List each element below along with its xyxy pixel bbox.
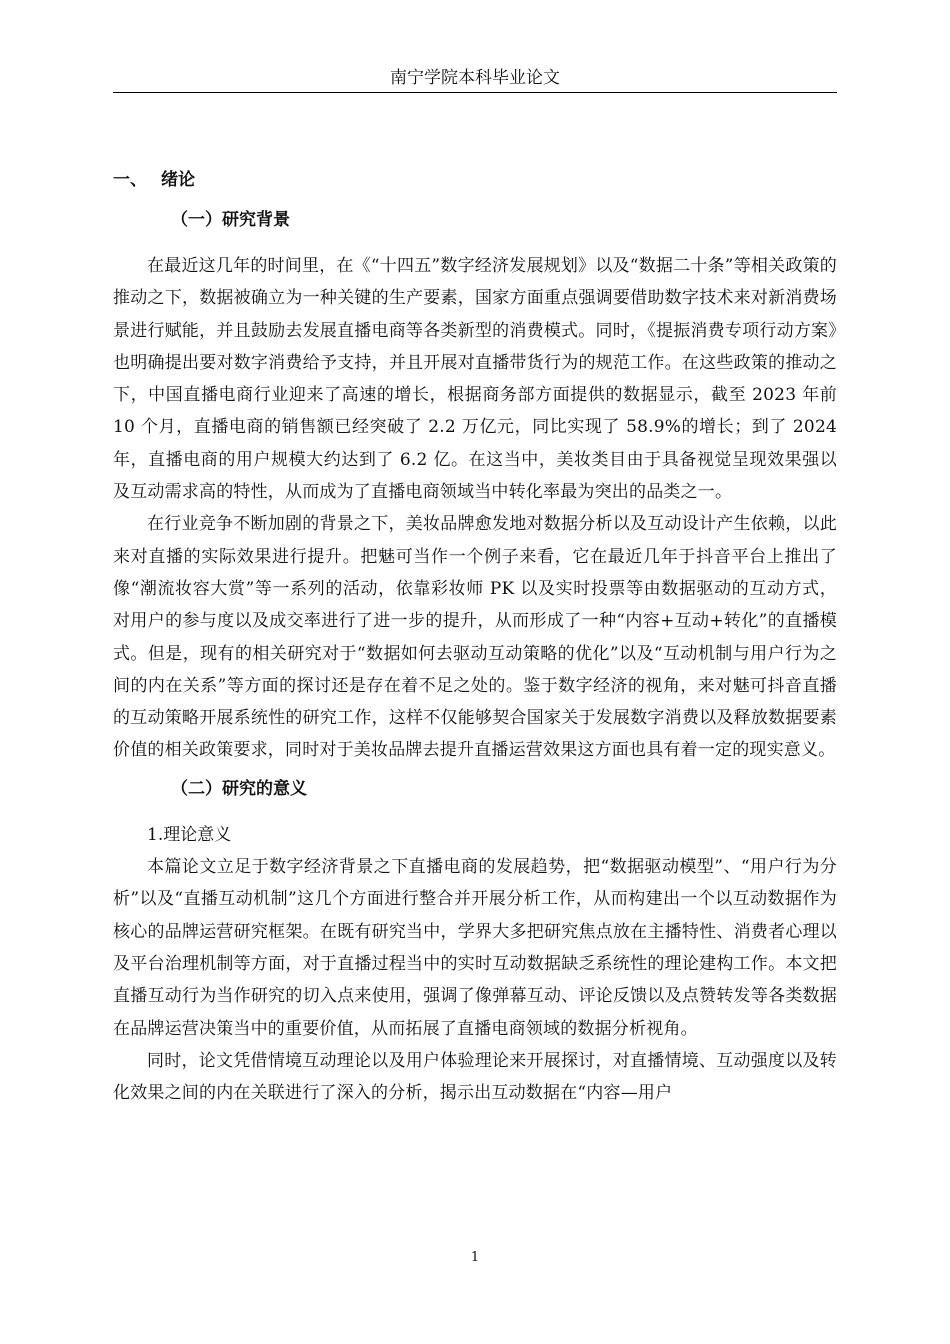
chapter-title: 绪论 [161,170,195,190]
paragraph: 同时，论文凭借情境互动理论以及用户体验理论来开展探讨，对直播情境、互动强度以及转化效果之间的内在关联进行了深入的分析，揭示出互动数据在“内容—用户 [113,1050,837,1104]
paragraph: 本篇论文立足于数字经济背景之下直播电商的发展趋势，把“数据驱动模型”、“用户行为分析”以及“直播互动机制”这几个方面进行整合并开展分析工作，从而构建出一个以互动数据作为核心的品牌运营研究框架。在既有研究当中，学界大多把研究焦点放在主播特性、消费者心理以及平台治理机制等方面，对于直播过程当中的实时互动数据缺乏系统性的理论建构工作。本文把直播互动行为当作研究的切入点来使用，强调了像弹幕互动、评论反馈以及点赞转发等各类数据在品牌运营决策当中的重要价值，从而拓展了直播电商领域的数据分析视角。 [113,857,837,1039]
page-number: 1 [470,1250,480,1265]
document-body [113,166,837,1109]
section-heading-background: （一）研究背景 [171,210,290,230]
paragraph: 在行业竞争不断加剧的背景之下，美妆品牌愈发地对数据分析以及互动设计产生依赖，以此来对直播的实际效果进行提升。把魅可当作一个例子来看，它在最近几年于抖音平台上推出了像“潮流妆容大赏”等一系列的活动，依靠彩妆师 PK 以及实时投票等由数据驱动的互动方式，对用户的参与度以及成交率进行了进一步的提升，从而形成了一种“内容+互动+转化”的直播模式。但是，现有的相关研究对于“数据如何去驱动互动策略的优化”以及“互动机制与用户行为之间的内在关系”等方面的探讨还是存在着不足之处的。鉴于数字经济的视角，来对魅可抖音直播的互动策略开展系统性的研究工作，这样不仅能够契合国家关于发展数字消费以及释放数据要素价值的相关政策要求，同时对于美妆品牌去提升直播运营效果这方面也具有着一定的现实意义。 [113,514,837,761]
paragraph: 在最近这几年的时间里，在《“十四五”数字经济发展规划》以及“数据二十条”等相关政策的推动之下，数据被确立为一种关键的生产要素，国家方面重点强调要借助数字技术来对新消费场景进行赋能，并且鼓励去发展直播电商等各类新型的消费模式。同时，《提振消费专项行动方案》也明确提出要对数字消费给予支持，并且开展对直播带货行为的规范工作。在这些政策的推动之下，中国直播电商行业迎来了高速的增长，根据商务部方面提供的数据显示，截至 2023 年前 10 个月，直播电商的销售额已经突破了 2.2 万亿元，同比实现了 58.9%的增长；到了 2024 年，直播电商的用户规模大约达到了 6.2 亿。在这当中，美妆类目由于具备视觉呈现效果强以及互动需求高的特性，从而成为了直播电商领域当中转化率最为突出的品类之一。 [113,256,837,503]
chapter-heading [113,166,837,194]
section-heading-significance: （二）研究的意义 [171,778,307,799]
subsection-heading: 1.理论意义 [147,824,232,845]
running-header: 南宁学院本科毕业论文 [113,66,837,93]
chapter-number: 一、 [113,170,147,190]
